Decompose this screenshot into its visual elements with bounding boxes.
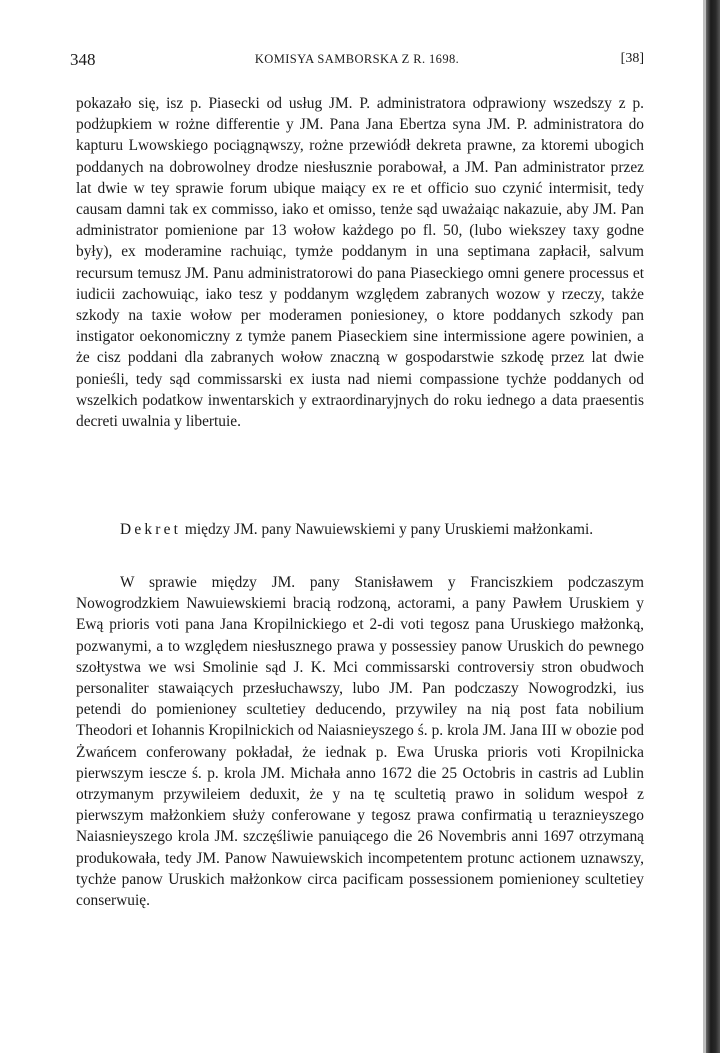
decree-heading [76,519,644,540]
page-number: 348 [70,50,96,69]
running-title: KOMISYA SAMBORSKA Z R. 1698. [254,52,460,66]
decree-heading-lead: Dekret [120,521,182,538]
page-header [70,50,644,74]
scan-edge [706,0,720,1053]
document-number: [38] [620,51,644,66]
decree-heading-text: między JM. pany Nawuiewskiemi y pany Uruskiemi małżonkami. [181,521,594,538]
decree-body: W sprawie między JM. pany Stanisławem y Franciszkiem podczaszym Nowogrodzkiem Nawuiewskiemi bracią rodzoną, actorami, a pany Pawłem Uruskiem y Ewą prioris voti pana Jana Kropilnickiego et 2-di voti tegosz pana Uruskiego małżonką, pozwanymi, a to względem niesłusznego prawa y possessiey panow Uruskich do pewnego szołtystwa we wsi Smolinie sąd J. K. Mci commissarski controversiy stron obudwoch personaliter stawaiących przesłuchawszy, lubo JM. Pan podczaszy Nowogrodzki, ius petendi do pomienioney scultetiey deducendo, przywiley na nią post fata nobilium Theodori et Iohannis Kropilnickich od Naiasnieyszego ś. p. krola JM. Jana III w obozie pod Żwańcem conferowany pokładał, że iednak p. Ewa Uruska prioris voti Kropilnicka pierwszym iescze ś. p. krola JM. Michała anno 1672 die 25 Octobris in castris ad Lublin otrzymanym przywileiem deduxit, że y na tę scultetią prawo in solidum wespoł z pierwszym małżonkiem służy conferowane y tegosz prawa confirmatią u teraznieyszego Naiasnieyszego krola JM. szczęśliwie panuiącego die 26 Novembris anni 1697 otrzymaną produkowała, tedy JM. Panow Nawuiewskich incompetentem protunc actionem uznawszy, tychże panow Uruskich małżonkow circa pacificam possessionem pomienioney scultetiey conserwuię. [76,574,644,910]
paragraph-continuation: pokazało się, isz p. Piasecki od usług JM. P. administratora odprawiony wszedszy z p. podżupkiem w rożne differentie y JM. Pana Jana Ebertza syna JM. P. administratora do kapturu Lwowskiego pociągnąwszy, rożne przewiódł dekreta prawne, za ktoremi ubogich poddanych na dobrowolney drodze niesłusznie porabował, a JM. Pan administrator przez lat dwie w tey sprawie forum ubique maiący ex re et officio suo czynić intermisit, tedy causam damni tak ex commisso, iako et omisso, tenże sąd uważaiąc nakazuie, aby JM. Pan administrator pomienione par 13 wołow każdego po fl. 50, (lubo wiekszey taxy godne były), ex moderamine rachuiąc, tymże poddanym in una septimana zapłacił, salvum recursum temusz JM. Panu administratorowi do pana Piaseckiego omni genere processus et iudicii zachowuiąc, iako tesz y poddanym względem zabranych wozow y rzeczy, także szkody na taxie wołow per moderamen poniesioney, o ktore poddanych szkody pan instigator oekonomiczny z tymże panem Piaseckiem sine intermissione agere powinien, a że cisz poddani dla zabranych wołow znaczną w gospodarstwie szkodę przez lat dwie ponieśli, tedy sąd commissarski ex iusta nad niemi compassione tychże poddanych od wszelkich podatkow inwentarskich y extraordinaryjnych do roku iednego a data praesentis decreti uwalnia y libertuie. [76,95,644,431]
